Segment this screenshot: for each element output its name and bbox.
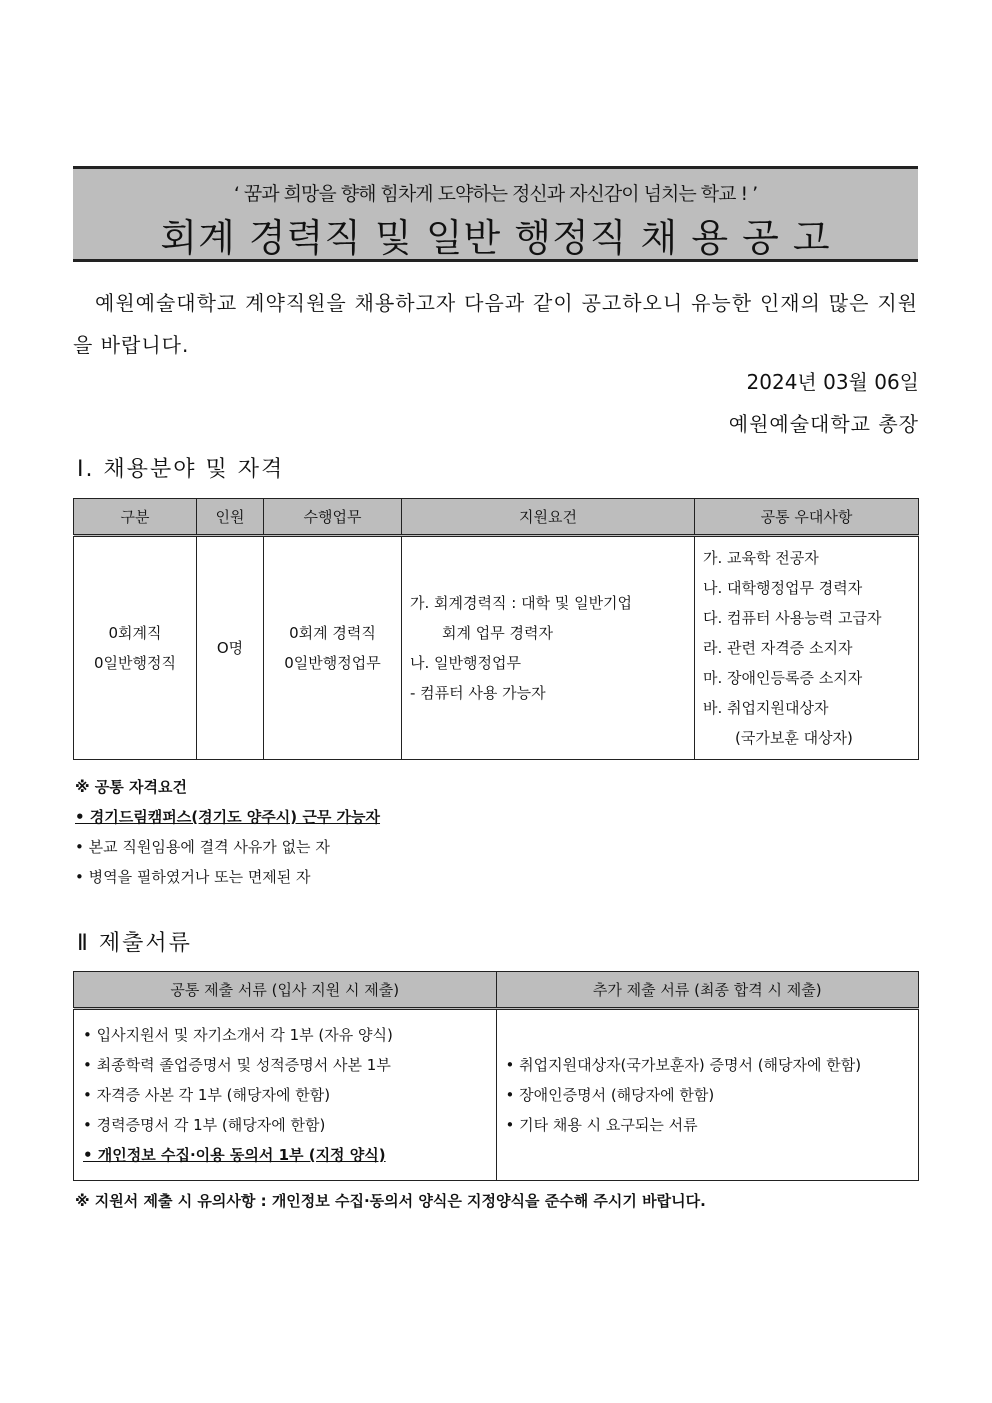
- requirement-item: 회계 업무 경력자: [442, 624, 553, 642]
- list-item: • 병역을 필하였거나 또는 면제된 자: [75, 868, 311, 886]
- title-banner: [73, 166, 918, 262]
- table-row: [74, 1009, 919, 1181]
- division-item: 0일반행정직: [94, 654, 176, 672]
- header-requirements: 지원요건: [402, 499, 695, 536]
- requirements-cell: [402, 536, 695, 760]
- documents-table: [73, 971, 919, 1181]
- preferences-cell: [695, 536, 919, 760]
- list-item: • 본교 직원임용에 결격 사유가 없는 자: [75, 838, 330, 856]
- preference-item: (국가보훈 대상자): [735, 729, 853, 747]
- preference-item: 마. 장애인등록증 소지자: [703, 669, 863, 687]
- slogan: ‘ 꿈과 희망을 향해 힘차게 도약하는 정신과 자신감이 넘치는 학교 ! ’: [233, 183, 758, 205]
- section1-title: Ⅰ. 채용분야 및 자격: [77, 457, 285, 482]
- table-header-row: [74, 972, 919, 1009]
- list-item: • 자격증 사본 각 1부 (해당자에 한함): [83, 1086, 331, 1104]
- page-title: 회계 경력직 및 일반 행정직 채 용 공 고: [160, 216, 831, 260]
- division-item: 0회계직: [108, 624, 162, 642]
- list-item: • 입사지원서 및 자기소개서 각 1부 (자유 양식): [83, 1026, 393, 1044]
- list-item: • 기타 채용 시 요구되는 서류: [505, 1116, 698, 1134]
- table-row: [74, 536, 919, 760]
- intro-text: 예원예술대학교 계약직원을 채용하고자 다음과 같이 공고하오니 유능한 인재의 많은 지원을 바랍니다.: [73, 291, 918, 357]
- requirement-item: - 컴퓨터 사용 가능자: [410, 684, 546, 702]
- header-duties: 수행업무: [264, 499, 402, 536]
- preference-item: 나. 대학행정업무 경력자: [703, 579, 863, 597]
- list-item: • 장애인증명서 (해당자에 한함): [505, 1086, 715, 1104]
- headcount-cell: O명: [197, 536, 264, 760]
- submission-footnote: ※ 지원서 제출 시 유의사항 : 개인정보 수집·동의서 양식은 지정양식을 준수해 주시기 바랍니다.: [75, 1192, 706, 1210]
- list-item: • 경기드림캠퍼스(경기도 양주시) 근무 가능자: [75, 808, 381, 826]
- section2-title: Ⅱ 제출서류: [77, 931, 192, 956]
- preference-item: 라. 관련 자격증 소지자: [703, 639, 853, 657]
- header-preferences: 공통 우대사항: [695, 499, 919, 536]
- requirement-item: 가. 회계경력직 : 대학 및 일반기업: [410, 594, 633, 612]
- preference-item: 바. 취업지원대상자: [703, 699, 829, 717]
- table-header-row: [74, 499, 919, 536]
- notice-signer: 예원예술대학교 총장: [728, 412, 919, 436]
- header-headcount: 인원: [197, 499, 264, 536]
- header-division: 구분: [74, 499, 197, 536]
- common-docs-cell: [74, 1009, 497, 1181]
- header-common-docs: 공통 제출 서류 (입사 지원 시 제출): [74, 972, 497, 1009]
- extra-docs-cell: [496, 1009, 919, 1181]
- header-extra-docs: 추가 제출 서류 (최종 합격 시 제출): [496, 972, 919, 1009]
- notice-date: 2024년 03월 06일: [746, 370, 919, 394]
- duty-item: 0회계 경력직: [289, 624, 376, 642]
- list-item: • 최종학력 졸업증명서 및 성적증명서 사본 1부: [83, 1056, 391, 1074]
- common-requirements-title: ※ 공통 자격요건: [75, 778, 187, 796]
- duty-item: 0일반행정업무: [284, 654, 381, 672]
- list-item: • 경력증명서 각 1부 (해당자에 한함): [83, 1116, 326, 1134]
- intro-paragraph: [73, 282, 918, 366]
- list-item: • 취업지원대상자(국가보훈자) 증명서 (해당자에 한함): [505, 1056, 862, 1074]
- division-cell: [74, 536, 197, 760]
- preference-item: 다. 컴퓨터 사용능력 고급자: [703, 609, 882, 627]
- list-item: • 개인정보 수집·이용 동의서 1부 (지정 양식): [83, 1146, 386, 1164]
- recruitment-table: [73, 498, 919, 760]
- duties-cell: [264, 536, 402, 760]
- requirement-item: 나. 일반행정업무: [410, 654, 521, 672]
- common-requirements: [75, 772, 380, 892]
- preference-item: 가. 교육학 전공자: [703, 549, 819, 567]
